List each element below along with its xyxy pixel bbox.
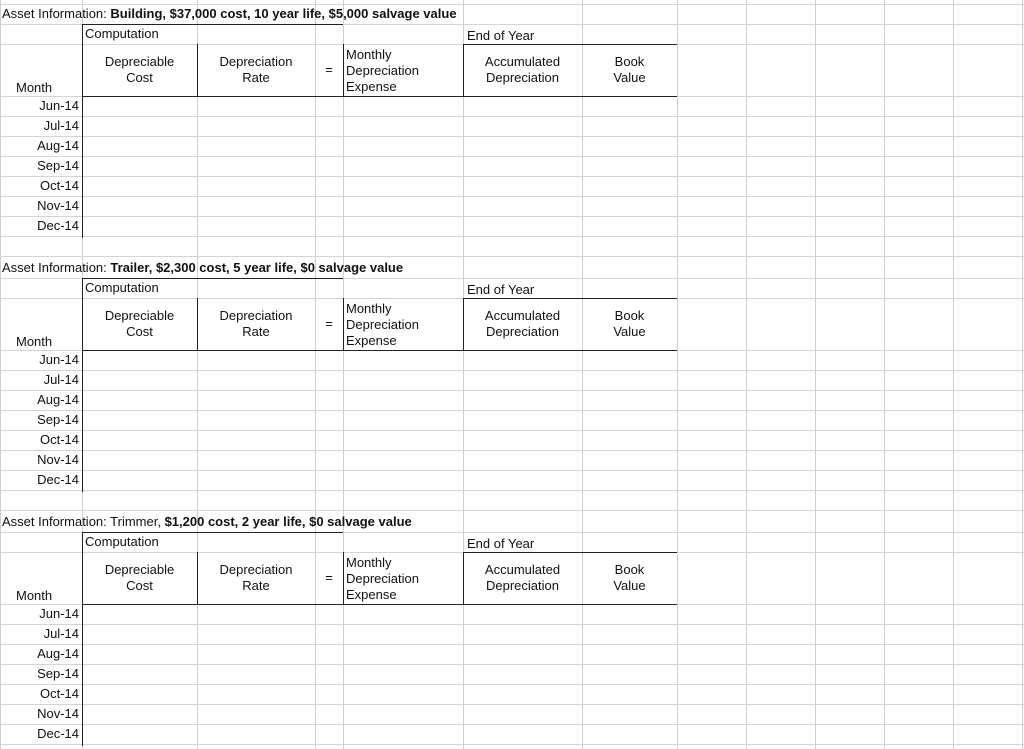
asset-information-label: Asset Information:: [2, 260, 107, 275]
book-value-header: Value: [613, 324, 646, 339]
gridline-vertical: [315, 0, 316, 749]
depreciation-rate-header: Rate: [242, 324, 270, 339]
month-row-label: Jul-14: [43, 372, 79, 387]
monthly-expense-left-border: [343, 298, 344, 350]
computation-top-border: [82, 278, 343, 279]
header-bottom-border: [82, 96, 677, 97]
computation-header: Computation: [85, 26, 159, 41]
depreciation-rate-header: Depreciation: [219, 562, 293, 577]
gridline-horizontal: [0, 510, 1024, 511]
gridline-horizontal: [0, 136, 1024, 137]
end-of-year-top-border: [463, 298, 677, 299]
depreciation-rate-header: Depreciation: [219, 54, 293, 69]
accumulated-depreciation-header: Accumulated: [484, 308, 561, 323]
gridline-vertical: [197, 0, 198, 749]
month-header: Month: [16, 588, 53, 603]
gridline-horizontal: [0, 450, 1024, 451]
monthly-depreciation-expense-header: Expense: [346, 587, 397, 602]
monthly-depreciation-expense-header: Expense: [346, 79, 397, 94]
computation-top-border: [82, 532, 343, 533]
gridline-vertical: [1022, 0, 1023, 749]
gridline-vertical: [953, 0, 954, 749]
book-value-header: Value: [613, 70, 646, 85]
end-of-year-top-border: [463, 44, 677, 45]
gridline-vertical: [343, 0, 344, 749]
month-row-label: Aug-14: [37, 138, 79, 153]
month-row-label: Jul-14: [43, 626, 79, 641]
month-header: Month: [16, 80, 53, 95]
end-of-year-header: End of Year: [467, 28, 535, 43]
month-row-label: Nov-14: [37, 198, 79, 213]
asset-information-label: Asset Information:: [2, 6, 107, 21]
book-value-header: Book: [614, 54, 645, 69]
month-row-label: Nov-14: [37, 706, 79, 721]
book-value-header: Value: [613, 578, 646, 593]
accumulated-depreciation-header: Depreciation: [486, 578, 559, 593]
month-row-label: Aug-14: [37, 646, 79, 661]
accumulated-depreciation-header: Accumulated: [484, 54, 561, 69]
equals-sign: =: [325, 316, 333, 331]
monthly-expense-left-border: [343, 552, 344, 604]
month-row-label: Jun-14: [39, 606, 79, 621]
gridline-horizontal: [0, 664, 1024, 665]
month-row-label: Sep-14: [37, 412, 79, 427]
month-row-label: Jun-14: [39, 352, 79, 367]
monthly-depreciation-expense-header: Depreciation: [346, 63, 419, 78]
gridline-horizontal: [0, 490, 1024, 491]
equals-sign: =: [325, 570, 333, 585]
monthly-depreciation-expense-header: Monthly: [346, 301, 392, 316]
gridline-horizontal: [0, 430, 1024, 431]
month-header: Month: [16, 334, 53, 349]
book-value-header: Book: [614, 308, 645, 323]
gridline-horizontal: [0, 216, 1024, 217]
asset-information-title: [2, 260, 403, 276]
asset-description: Building, $37,000 cost, 10 year life, $5,000 salvage value: [110, 6, 457, 21]
gridline-horizontal: [0, 744, 1024, 745]
gridline-horizontal: [0, 370, 1024, 371]
monthly-depreciation-expense-header: Depreciation: [346, 317, 419, 332]
monthly-expense-left-border: [343, 44, 344, 96]
accumulated-depreciation-header: Depreciation: [486, 70, 559, 85]
month-row-label: Oct-14: [39, 178, 79, 193]
gridline-horizontal: [0, 196, 1024, 197]
gridline-horizontal: [0, 624, 1024, 625]
month-row-label: Oct-14: [39, 686, 79, 701]
gridline-horizontal: [0, 684, 1024, 685]
depreciable-cost-header: Cost: [126, 324, 153, 339]
monthly-depreciation-expense-header: Expense: [346, 333, 397, 348]
gridline-horizontal: [0, 176, 1024, 177]
month-row-label: Dec-14: [37, 726, 79, 741]
month-row-label: Jul-14: [43, 118, 79, 133]
gridline-horizontal: [0, 390, 1024, 391]
asset-name: Trimmer,: [110, 514, 165, 529]
gridline-vertical: [463, 0, 464, 749]
gridline-vertical: [815, 0, 816, 749]
end-of-year-header: End of Year: [467, 282, 535, 297]
month-row-label: Sep-14: [37, 666, 79, 681]
depreciable-cost-header: Depreciable: [104, 562, 175, 577]
gridline-horizontal: [0, 724, 1024, 725]
depreciable-cost-header: Depreciable: [104, 54, 175, 69]
asset-description: $1,200 cost, 2 year life, $0 salvage value: [164, 514, 412, 529]
gridline-horizontal: [0, 4, 1024, 5]
header-bottom-border: [82, 604, 677, 605]
gridline-horizontal: [0, 704, 1024, 705]
gridline-vertical: [677, 0, 678, 749]
asset-information-label: Asset Information:: [2, 514, 107, 529]
accumulated-depreciation-header: Depreciation: [486, 324, 559, 339]
monthly-depreciation-expense-header: Monthly: [346, 47, 392, 62]
gridline-horizontal: [0, 470, 1024, 471]
depreciation-rate-header: Rate: [242, 578, 270, 593]
depreciable-cost-header: Depreciable: [104, 308, 175, 323]
month-row-label: Dec-14: [37, 472, 79, 487]
computation-header: Computation: [85, 534, 159, 549]
gridline-vertical: [884, 0, 885, 749]
month-row-label: Jun-14: [39, 98, 79, 113]
gridline-vertical: [746, 0, 747, 749]
depreciable-cost-header: Cost: [126, 578, 153, 593]
asset-information-title: [2, 514, 412, 530]
monthly-depreciation-expense-header: Monthly: [346, 555, 392, 570]
end-of-year-header: End of Year: [467, 536, 535, 551]
gridline-horizontal: [0, 236, 1024, 237]
month-row-label: Oct-14: [39, 432, 79, 447]
month-row-label: Nov-14: [37, 452, 79, 467]
month-row-label: Dec-14: [37, 218, 79, 233]
gridline-horizontal: [0, 116, 1024, 117]
asset-description: Trailer, $2,300 cost, 5 year life, $0 salvage value: [110, 260, 404, 275]
month-row-label: Sep-14: [37, 158, 79, 173]
book-value-header: Book: [614, 562, 645, 577]
asset-information-title: [2, 6, 457, 22]
monthly-depreciation-expense-header: Depreciation: [346, 571, 419, 586]
accumulated-depreciation-header: Accumulated: [484, 562, 561, 577]
computation-top-border: [82, 24, 343, 25]
gridline-horizontal: [0, 156, 1024, 157]
gridline-horizontal: [0, 644, 1024, 645]
gridline-vertical: [582, 0, 583, 749]
depreciation-rate-header: Depreciation: [219, 308, 293, 323]
month-row-label: Aug-14: [37, 392, 79, 407]
header-bottom-border: [82, 350, 677, 351]
end-of-year-top-border: [463, 552, 677, 553]
depreciable-cost-header: Cost: [126, 70, 153, 85]
equals-sign: =: [325, 62, 333, 77]
gridline-horizontal: [0, 256, 1024, 257]
depreciation-rate-header: Rate: [242, 70, 270, 85]
computation-header: Computation: [85, 280, 159, 295]
gridline-horizontal: [0, 410, 1024, 411]
